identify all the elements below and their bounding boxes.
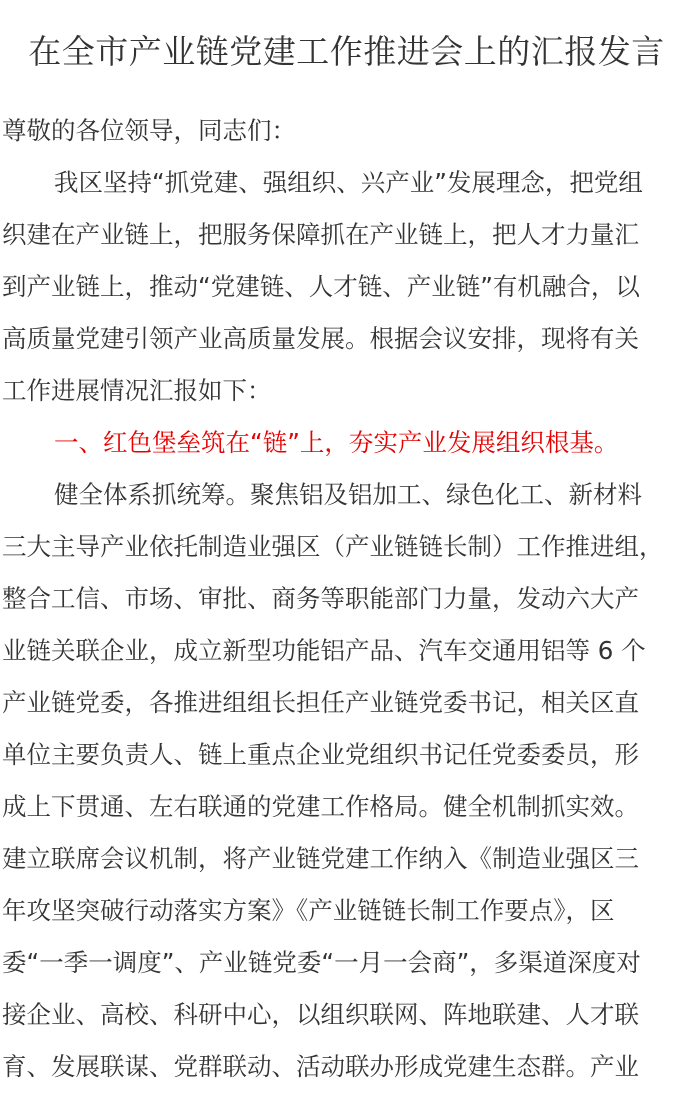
body-text-line: 年攻坚突破行动落实方案》《产业链链长制工作要点》，区 xyxy=(2,896,615,925)
body-text-line: 成上下贯通、左右联通的党建工作格局。健全机制抓实效。 xyxy=(2,792,639,821)
document-title: 在全市产业链党建工作推进会上的汇报发言 xyxy=(28,32,665,71)
body-text-line: 整合工信、市场、审批、商务等职能部门力量，发动六大产 xyxy=(2,584,639,613)
document-body xyxy=(2,105,693,1093)
body-text-line: 织建在产业链上，把服务保障抓在产业链上，把人才力量汇 xyxy=(2,220,639,249)
body-text-line: 建立联席会议机制，将产业链党建工作纳入《制造业强区三 xyxy=(2,844,639,873)
body-text-line: 健全体系抓统筹。聚焦铝及铝加工、绿色化工、新材料 xyxy=(54,480,642,509)
body-text-line: 到产业链上，推动“党建链、人才链、产业链”有机融合，以 xyxy=(2,272,640,301)
body-text-line: 我区坚持“抓党建、强组织、兴产业”发展理念，把党组 xyxy=(54,168,643,197)
body-text-line: 育、发展联谋、党群联动、活动联办形成党建生态群。产业 xyxy=(2,1052,639,1081)
body-text-line: 产业链党委，各推进组组长担任产业链党委书记，相关区直 xyxy=(2,688,639,717)
body-text-line: 三大主导产业依托制造业强区（产业链链长制）工作推进组， xyxy=(2,532,664,561)
body-text-line: 委“一季一调度”、产业链党委“一月一会商”，多渠道深度对 xyxy=(2,948,641,977)
body-text-line: 高质量党建引领产业高质量发展。根据会议安排，现将有关 xyxy=(2,324,639,353)
body-text-line: 业链关联企业，成立新型功能铝产品、汽车交通用铝等 6 个 xyxy=(2,636,646,665)
body-text-line: 接企业、高校、科研中心，以组织联网、阵地联建、人才联 xyxy=(2,1000,639,1029)
section-heading: 一、红色堡垒筑在“链”上，夯实产业发展组织根基。 xyxy=(54,428,619,457)
body-text-line: 工作进展情况汇报如下： xyxy=(2,376,272,405)
body-text-line: 尊敬的各位领导，同志们： xyxy=(2,116,296,145)
body-text-line: 单位主要负责人、链上重点企业党组织书记任党委委员，形 xyxy=(2,740,639,769)
